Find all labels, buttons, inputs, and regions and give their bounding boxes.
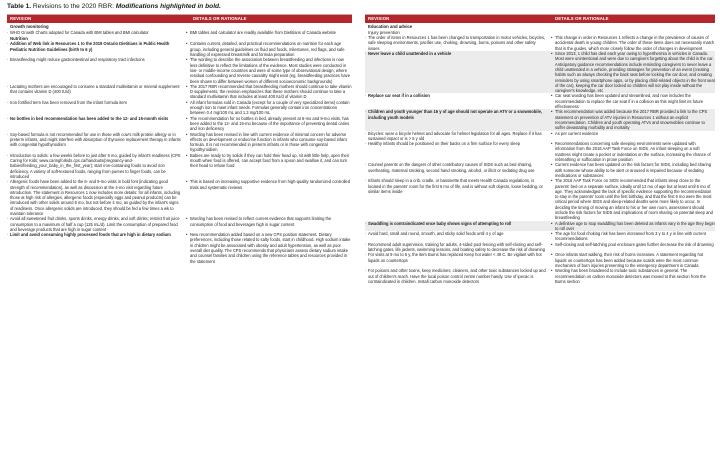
- revision-cell: • Bicycles: wear a bicycle helmet and advocate for helmet legislation for all ages. Replace if it has sustained impact or is > 5 y old: [365, 131, 550, 142]
- revision-cell: • Swaddling is contraindicated once baby shows signs of attempting to roll: [365, 221, 550, 232]
- table-row: [7, 57, 352, 83]
- right-table: [365, 14, 715, 461]
- rationale-cell: • Car seat wording has been updated and streamlined, and now includes the recommendation to replace the car seat if in a collision as this might limit its future effectiveness: [550, 93, 715, 109]
- revision-cell: • Soy-based formula is not recommended for use in those with cow's milk protein allergy or in preterm infants, and might interfere with absorption of thyroxine replacement therapy in infants with congenital hypothyroidism: [7, 132, 185, 153]
- revision-cell: • Children and youth younger than 16 y of age should not operate an ATV or a snowmobile, including youth models: [365, 109, 550, 130]
- revision-cell: • Avoid all sweetened fruit drinks, sports drinks, energy drinks, and soft drinks; restrict fruit juice consumption to a maximum of half a cup (125 mL/d). Limit the consumption of prepared food and beverage products that are high in sugar content: [7, 216, 185, 232]
- table-row: [365, 231, 715, 242]
- rationale-cell: • Current evidence has been updated on the risk factors for SIDS, including bed sharing with someone whose ability to be alert or aroused is impaired because of sedating medications or substances: [550, 162, 715, 178]
- revision-header: REVISION: [10, 16, 32, 21]
- rationale-cell: • Contains current, detailed, and practical recommendations on nutrition for each age group, including general guidelines on fluid and foods, milestones, red flags, and safe handling of expressed breastmilk and formula preparation: [185, 41, 352, 57]
- rationale-cell: • As per current evidence: [550, 131, 715, 142]
- rationale-cell: • This recommendation was added because the 2017 RBR provided a link to the CPS statement on prevention of ATV injuries in Resources 1 without an explicit recommendation. Children and youth operating ATVs and snowmobiles continue to suffer devastating morbidity and mortality: [550, 109, 715, 130]
- table-title-note: Modifications highlighted in bold.: [115, 3, 221, 10]
- rationale-header: DETAILS OR RATIONALE: [555, 16, 609, 21]
- table-row: [365, 252, 715, 268]
- table-row: [365, 93, 715, 109]
- revision-cell: • Never leave a child unattended in a vehicle: [365, 51, 550, 93]
- table-row: [365, 131, 715, 142]
- rationale-cell: • This change in order in Resources 1 reflects a change in the prevalence of causes of accidental death in young children. The order of these items does not necessarily match that in the guides, which more closely follow the order of changes in development: [550, 35, 715, 51]
- rationale-cell: • New recommendation added based on a new CPS position statement. Dietary preferences, including those related to salty foods, start in childhood. High sodium intake in children might be associated with obesity and adult hypertension, as well as poor overall diet quality. The CPS recommends that physicians assess dietary sodium intake and counsel families and children using the reference tables and resources provided in the statement: [185, 232, 352, 264]
- table-row: [365, 51, 715, 93]
- rationale-cell: • The 2017 RBR recommended that breastfeeding mothers should continue to take vitamin D supplements; the revision emphasizes that these mothers should continue to take a standard multivitamin that includes at least 400 IU/d of vitamin D: [185, 84, 352, 100]
- rationale-cell: • The age for food choking risk has been increased from 3 y to 4 y in line with current recommendations: [550, 231, 715, 242]
- rationale-cell: • Since 2013, 1 child has died each year owing to hyperthermia in vehicles in Canada. Most were unintentional and were due to caregivers forgetting about the child in the car. Anticipatory guidance recommendations include reminding caregivers to never leave a child unattended in a vehicle, providing strategies for prevention of an event (creating habits such as always checking the back seat before locking the car door, and creating reminders by using smartphone apps, or by placing child-related objects in the front seat of the car), keeping the car door locked so children will not play inside without the caregiver's knowledge, etc: [550, 51, 715, 93]
- rationale-cell: • Self-closing and self-latching pool enclosure gates further decrease the risk of drowning: [550, 242, 715, 253]
- rationale-cell: • Wording has been broadened to include toxic substances in general. The recommendation on carbon monoxide detectors was moved to this section from the Burns section: [550, 268, 715, 284]
- table-row: [365, 178, 715, 220]
- table-row: [7, 41, 352, 57]
- revision-cell: • For poisons and other toxins, keep medicines, cleaners, and other toxic substances locked up and out of children's reach. Have the local poison control centre number handy. Use of ipecac is contraindicated in children. Install carbon monoxide detectors: [365, 268, 550, 284]
- section-growth-monitoring: Growth monitoring: [10, 24, 49, 29]
- revision-cell: • The order of items in Resources 1 has been changed to transportation in motor vehicles, bicycles, safe sleeping environments, pacifier use, choking, drowning, burns, poisons and other safety issues: [365, 35, 550, 51]
- table-header: [7, 15, 352, 23]
- table-row: [365, 162, 715, 178]
- rationale-cell: • This is based on increasing supportive evidence from high-quality randomized controlled trials and systematic reviews: [185, 179, 352, 216]
- section-education-advice: Education and advice: [368, 24, 413, 29]
- revision-cell: • For visits at 9 mo to 5 y, the item Burns has replaced Keep hot water < 49 C. Be vigilant with hot liquids on countertops: [365, 252, 550, 268]
- table-title-text: Revisions to the 2020 RBR:: [32, 3, 114, 10]
- revision-cell: • Lactating mothers are encouraged to consume a standard multivitamin or mineral supplement that contains vitamin D (400 IU/d): [7, 84, 185, 100]
- table-row: [7, 100, 352, 116]
- revision-cell: • Limit and avoid consuming highly processed foods that are high in dietary sodium: [7, 232, 185, 264]
- table-header: [365, 15, 715, 23]
- revision-cell: • Counsel parents on the dangers of other contributory causes of SIDS such as bed sharing, overheating, maternal smoking, second hand smoking, alcohol, or illicit or sedating drug use: [365, 162, 550, 178]
- left-table: [7, 14, 352, 461]
- table-row: [7, 216, 352, 232]
- subsection-injury-prevention: Injury prevention: [368, 29, 400, 35]
- revision-cell: • Allergenic foods have been added to the 6- and 9-mo visits in bold font (indicating good strength of recommendation), as well as discussion at the 4-mo visit regarding future introduction. The statement in Resources 1 now includes more details: for all infants, including those at high risk of allergies, allergenic foods (especially eggs and peanut products) can be introduced with other solids around 6 mo, but not before 4 mo, as guided by the infant's signs of readiness. Once allergenic solids are introduced, they should be fed a few times a wk to maintain tolerance: [7, 179, 185, 216]
- revision-cell: • Addition of Web link in Resources 1 to the 2019 Ontario Dietitians in Public Health Pediatric Nutrition Guidelines (birth to 6 y): [7, 41, 185, 57]
- revision-header: REVISION: [368, 16, 390, 21]
- revision-cell: • Breastfeeding might reduce gastrointestinal and respiratory tract infections: [7, 57, 185, 83]
- table-row: [7, 153, 352, 179]
- rationale-cell: • Wording has been revised in line with current evidence of minimal concern for adverse effects on development or endocrine function in infants who consume soy-based infant formula. It is not recommended in preterm infants or in those with congenital hypothyroidism: [185, 132, 352, 153]
- rationale-cell: • All infant formulas sold in Canada (except for a couple of very specialized items) contain enough iron to meet infant needs. Formulas generally contain iron concentrations between 0.4 mg/100 mL and 1.3 mg/100 mL: [185, 100, 352, 116]
- revision-cell: • WHO Growth Charts adapted for Canada with BMI tables and BMI calculator: [7, 30, 185, 35]
- table-row: [365, 109, 715, 130]
- section-nutrition: Nutrition: [10, 35, 28, 41]
- revision-cell: • Introduction to solids: a few weeks before to just after 6 mo, guided by infant's readiness (CPS Caring for Kids; www.caringforkids.cps.ca/handouts/pregnancy-and-babies/feeding_your_baby_in_the_first_year); start iron-containing foods to avoid iron deficiency. A variety of soft-textured foods, ranging from purees to finger foods, can be introduced: [7, 153, 185, 179]
- rationale-cell: • The wording to describe the association between breastfeeding and infections is now less definitive to reflect the limitations of the evidence. Most studies were conducted in low- or middle-income countries and were of some type of observational design, where residual confounding and reverse causality might exist (eg, breastfeeding practices have been shown to differ between women of different socioeconomic backgrounds): [185, 57, 352, 83]
- revision-cell: • Healthy infants should be positioned on their backs on a firm surface for every sleep: [365, 141, 550, 162]
- revision-cell: • Recommend adult supervision, training for adults, 4-sided pool fencing with self-closing and self-latching gates, life jackets, swimming lessons, and boating safety to decrease the risk of drowning: [365, 242, 550, 253]
- table-row: [365, 268, 715, 284]
- revision-cell: • Avoid hard, small and round, smooth, and sticky solid foods until 4 y of age: [365, 231, 550, 242]
- revision-cell: • No bottles in bed recommendation has been added to the 12- and 15-month visits: [7, 116, 185, 132]
- rationale-cell: • BMI tables and calculator are readily available from Dietitians of Canada website: [185, 30, 352, 35]
- rationale-cell: • The 2016 AAP Task Force on SIDS recommended that infants sleep close to the parents' bed on a separate surface, ideally until 12 mo of age but at least until 6 mo of age. They acknowledged the lack of specific evidence supporting the recommendation to stay in the parents' room until the first birthday, and that the first 6 mo were the most critical period where SIDS and sleep-related deaths were more likely to occur. In deciding the timing of moving an infant to his or her own room, assessment should include the risk factors for SIDS and implications of room sharing on parental sleep and breastfeeding: [550, 178, 715, 220]
- rationale-cell: • Wording has been revised to reflect current evidence that supports limiting the consumption of food and beverages high in sugar content: [185, 216, 352, 232]
- table-row: [365, 141, 715, 162]
- rationale-cell: • A definitive age to stop swaddling has been deleted as infants vary in the age they begin to roll over: [550, 221, 715, 232]
- rationale-cell: • Recommendations concerning safe sleeping environments were updated with information from the 2016 AAP Task Force on SIDS. An infant sleeping on a soft mattress might create a pocket or indentation on the surface, increasing the chance of rebreathing or suffocation in prone position: [550, 141, 715, 162]
- rationale-header: DETAILS OR RATIONALE: [193, 16, 247, 21]
- table-row: [7, 30, 352, 35]
- table-row: [7, 132, 352, 153]
- rationale-cell: • Once infants start walking, their risk of burns increases. A statement regarding hot liquids on countertops has been added because scalds were the most common mechanism of burn injuries presenting to the emergency department in Canada: [550, 252, 715, 268]
- table-row: [365, 242, 715, 253]
- rationale-cell: • Babies are ready to try solids if they can hold their head up, sit with little help, open their mouth when food is offered, can accept food from a spoon and swallow it, and can turn their head to refuse food: [185, 153, 352, 179]
- revision-cell: • Replace car seat if in a collision: [365, 93, 550, 109]
- table-row: [7, 232, 352, 264]
- table-row: [7, 116, 352, 132]
- revision-cell: • Iron fortified term has been removed from the infant formula item: [7, 100, 185, 116]
- table-row: [365, 221, 715, 232]
- table-title: [7, 3, 221, 11]
- table-row: [7, 84, 352, 100]
- revision-cell: • Infants should sleep in a crib, cradle, or bassinette that meets Health Canada regulations, is located in the parents' room for the first 6 mo of life, and is without soft objects, loose bedding, or similar items inside: [365, 178, 550, 220]
- table-row: [7, 179, 352, 216]
- table-row: [365, 35, 715, 51]
- table-label: Table 1.: [7, 3, 32, 10]
- rationale-cell: • The recommendation for no bottles in bed, already present at 6-mo and 9-mo visits, has been added to the 12- and 15-mo because of the importance of preventing dental caries and iron deficiency: [185, 116, 352, 132]
